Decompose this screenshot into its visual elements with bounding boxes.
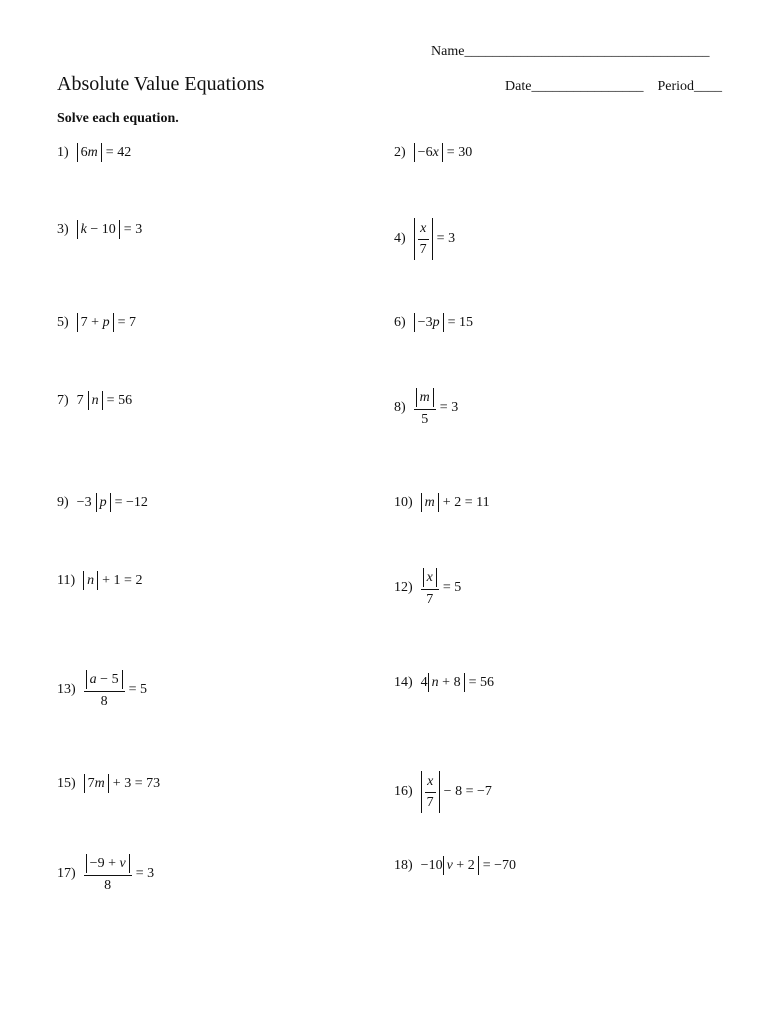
problem-1 [57, 143, 131, 162]
right-side: − 8 = −7 [443, 784, 492, 799]
absolute-value: −6x [414, 143, 443, 162]
absolute-value: 7 + p [77, 313, 114, 332]
right-side: = 15 [447, 314, 473, 330]
absolute-value: a − 5 [84, 670, 125, 689]
problem-number: 10) [394, 494, 413, 510]
absolute-value: −3p [414, 313, 444, 332]
name-field [431, 44, 709, 60]
problem-10 [394, 493, 490, 512]
right-side: = 30 [446, 144, 473, 160]
problem-number: 4) [394, 231, 406, 246]
problem-12 [394, 568, 461, 608]
problem-number: 7) [57, 392, 69, 408]
fraction: $\frac{-9 + v}{8}$ [84, 854, 132, 894]
problem-8 [394, 388, 458, 428]
right-side: = 5 [128, 682, 147, 697]
problem-number: 8) [394, 400, 406, 415]
problem-2 [394, 143, 472, 162]
problem-number: 2) [394, 144, 406, 160]
fraction: $\frac{a - 5}{8}$ [84, 670, 125, 710]
absolute-value: 7m [84, 774, 109, 793]
problem-number: 13) [57, 682, 76, 697]
name-blank: ___________________________________ [464, 44, 710, 59]
absolute-value: p [96, 493, 111, 512]
absolute-value: n + 8 [428, 673, 465, 692]
instructions: Solve each equation. [57, 111, 179, 126]
right-side: = 3 [123, 221, 143, 237]
problem-14 [394, 673, 494, 692]
problem-13 [57, 670, 147, 710]
fraction: $\frac{x}{7}$ [421, 568, 439, 608]
problem-17 [57, 854, 154, 894]
problem-16 [394, 771, 492, 813]
problem-6 [394, 313, 473, 332]
problem-number: 9) [57, 494, 69, 510]
coefficient: 4 [420, 674, 428, 690]
period-blank: ____ [694, 79, 722, 94]
date-period-field [505, 79, 722, 95]
problem-number: 12) [394, 580, 413, 595]
problem-9 [57, 493, 148, 512]
problem-3 [57, 220, 142, 239]
date-blank: ________________ [531, 79, 644, 94]
absolute-value: −9 + v [84, 854, 132, 873]
problem-11 [57, 571, 142, 590]
fraction: $\frac{x}{7}$ [426, 773, 434, 810]
fraction: $\frac{m}{5}$ [414, 388, 436, 428]
problem-number: 3) [57, 221, 69, 237]
problem-18 [394, 856, 516, 875]
right-side: + 1 = 2 [102, 572, 143, 588]
problem-4 [394, 218, 455, 260]
problem-number: 15) [57, 775, 76, 791]
worksheet-title: Absolute Value Equations [57, 73, 265, 95]
right-side: = −12 [114, 494, 148, 510]
right-side: = 7 [117, 314, 136, 330]
right-side: = 3 [135, 866, 155, 881]
right-side: = 3 [439, 400, 459, 415]
right-side: = 56 [468, 674, 494, 690]
problem-5 [57, 313, 136, 332]
right-side: = 3 [436, 231, 456, 246]
problem-number: 6) [394, 314, 406, 330]
absolute-value: 6m [77, 143, 102, 162]
absolute-value: n [83, 571, 98, 590]
coefficient: −10 [420, 857, 443, 873]
problem-number: 11) [57, 572, 76, 588]
problem-number: 16) [394, 784, 413, 799]
absolute-value: v + 2 [443, 856, 479, 875]
coefficient: 7 [76, 392, 84, 408]
absolute-value: k − 10 [77, 220, 120, 239]
date-label: Date [505, 79, 532, 94]
right-side: + 2 = 11 [442, 494, 490, 510]
problem-number: 14) [394, 674, 413, 690]
problem-number: 5) [57, 314, 69, 330]
absolute-value: n [88, 391, 103, 410]
absolute-value [421, 771, 440, 813]
right-side: = 56 [106, 392, 133, 408]
right-side: + 3 = 73 [112, 775, 161, 791]
name-label: Name [431, 44, 465, 59]
right-side: = 42 [105, 144, 132, 160]
fraction: $\frac{x}{7}$ [419, 220, 427, 257]
absolute-value: x [421, 568, 439, 587]
problem-number: 1) [57, 144, 69, 160]
problem-7 [57, 391, 132, 410]
problem-15 [57, 774, 160, 793]
problem-number: 17) [57, 866, 76, 881]
right-side: = −70 [482, 857, 516, 873]
right-side: = 5 [442, 580, 462, 595]
absolute-value: m [414, 388, 436, 407]
absolute-value [414, 218, 433, 260]
absolute-value: m [421, 493, 439, 512]
problem-number: 18) [394, 857, 413, 873]
coefficient: −3 [76, 494, 92, 510]
period-label: Period [657, 79, 694, 94]
